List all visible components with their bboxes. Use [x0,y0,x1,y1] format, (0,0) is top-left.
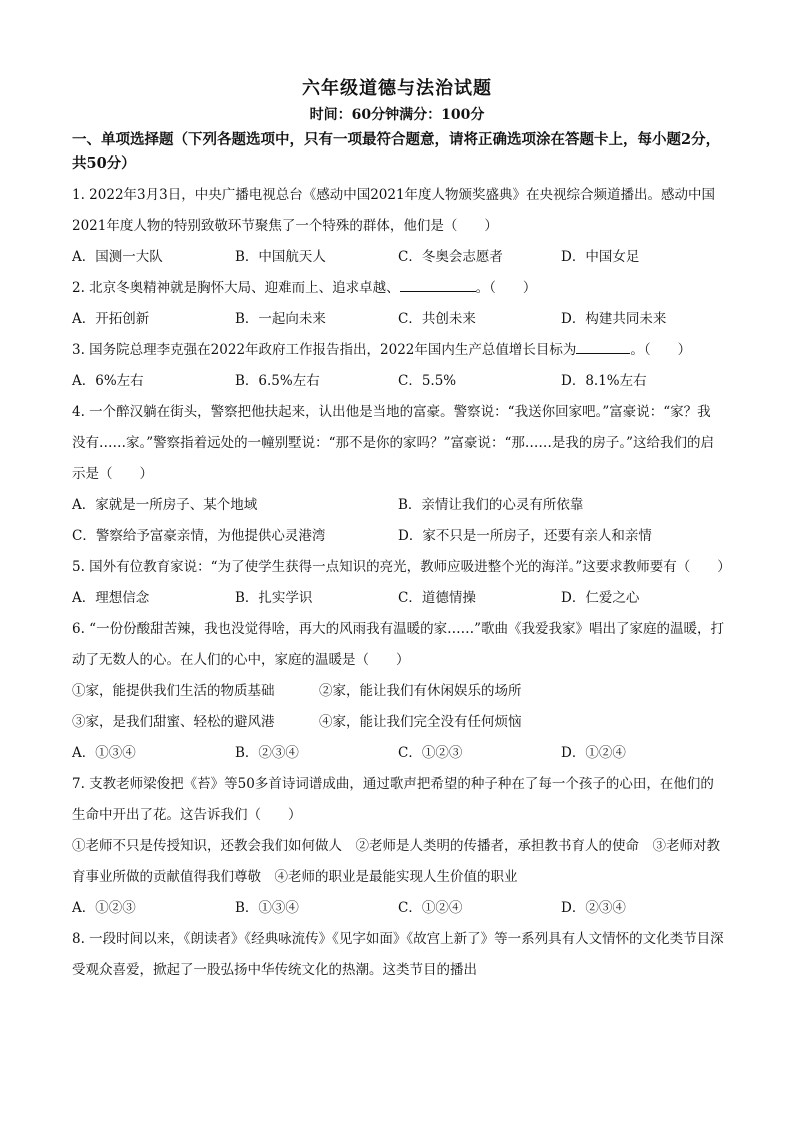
question-1 [72,180,724,273]
option-b: B．亲情让我们的心灵有所依靠 [398,497,584,513]
page-title: 六年级道德与法治试题 [302,78,492,99]
question-list [72,180,731,986]
question-5 [72,552,731,614]
option-b: B．①③④ [235,900,299,916]
question-3 [72,335,724,397]
answer-blank [400,290,476,292]
stem-text: 。（ ） [630,342,692,358]
question-stem [72,335,724,366]
option-row [72,490,724,521]
option-b: B．中国航天人 [235,249,326,265]
question-stem: 4. 一个醉汉躺在街头，警察把他扶起来，认出他是当地的富豪。警察说：“我送你回家吧。”富豪说：“家？我没有……家。”警察指着远处的一幢别墅说：“那不是你的家吗？”富豪说：“那……是我的房子。”这给我们的启示是（ ） [72,404,715,482]
question-8 [72,924,724,986]
question-2 [72,273,724,335]
statement-2: ②家，能让我们有休闲娱乐的场所 [319,683,522,699]
question-6 [72,614,724,769]
question-7 [72,769,724,924]
option-row [72,521,724,552]
stem-text: 2. 北京冬奥精神就是胸怀大局、迎难而上、追求卓越、 [72,280,400,296]
question-stem: 7. 支教老师梁俊把《苔》等50多首诗词谱成曲，通过歌声把希望的种子种在了每一个孩子的心田，在他们的生命中开出了花。这告诉我们（ ） [72,776,714,823]
answer-blank [576,352,630,354]
option-row [72,304,724,335]
option-d: D．仁爱之心 [561,590,640,606]
option-d: D．②③④ [561,900,626,916]
option-a: A．国测一大队 [72,249,163,265]
option-a: A．理想信念 [72,590,150,606]
option-d: D．①②④ [561,745,626,761]
question-stem: 1. 2022年3月3日，中央广播电视总台《感动中国2021年度人物颁奖盛典》在央视综合频道播出。感动中国2021年度人物的特别致敬环节聚焦了一个特殊的群体，他们是（ ） [72,187,716,234]
option-b: B．②③④ [235,745,299,761]
statement-row [72,676,724,707]
option-b: B．一起向未来 [235,311,326,327]
option-a: A．①②③ [72,900,136,916]
option-row [72,893,724,924]
question-stem: 8. 一段时间以来，《朗读者》《经典咏流传》《见字如面》《故宫上新了》等一系列具有人文情怀的文化类节目深受观众喜爱，掀起了一股弘扬中华传统文化的热潮。这类节目的播出 [72,931,724,978]
option-a: A．①③④ [72,745,136,761]
statement-4: ④家，能让我们完全没有任何烦恼 [319,714,522,730]
statement-list: ①老师不只是传授知识，还教会我们如何做人 ②老师是人类明的传播者，承担教书育人的使命 ③老师对教育事业所做的贡献值得我们尊敬 ④老师的职业是最能实现人生价值的职业 [72,838,720,885]
exam-time-score: 时间：60分钟满分：100分 [309,107,485,123]
stem-text: 3. 国务院总理李克强在2022年政府工作报告指出，2022年国内生产总值增长目标为 [72,342,577,358]
option-a: A．家就是一所房子、某个地域 [72,497,258,513]
question-stem: 5. 国外有位教育家说：“为了使学生获得一点知识的亮光，教师应吸进整个光的海洋。”这要求教师要有（ ） [72,559,731,575]
option-c: C．①②③ [398,745,463,761]
option-b: B．6.5%左右 [235,373,320,389]
option-row [72,242,724,273]
statement-1: ①家，能提供我们生活的物质基础 [72,683,275,699]
option-a: A．开拓创新 [72,311,150,327]
question-4 [72,397,724,552]
option-d: D．构建共同未来 [561,311,667,327]
option-d: D．8.1%左右 [561,373,647,389]
question-stem: 6. “一份份酸甜苦辣，我也没觉得啥，再大的风雨我有温暖的家……”歌曲《我爱我家》唱出了家庭的温暖，打动了无数人的心。在人们的心中，家庭的温暖是（ ） [72,621,724,668]
statement-3: ③家，是我们甜蜜、轻松的避风港 [72,714,275,730]
option-c: C．5.5% [398,373,457,389]
section-heading: 一、单项选择题（下列各题选项中，只有一项最符合题意，请将正确选项涂在答题卡上，每小题2分，共50分） [72,131,721,172]
option-b: B．扎实学识 [235,590,313,606]
option-c: C．警察给予富豪亲情，为他提供心灵港湾 [72,528,326,544]
option-d: D．中国女足 [561,249,640,265]
option-d: D．家不只是一所房子，还要有亲人和亲情 [398,528,652,544]
option-row [72,583,724,614]
option-c: C．道德情操 [398,590,476,606]
option-row [72,738,724,769]
option-c: C．冬奥会志愿者 [398,249,503,265]
option-a: A．6%左右 [72,373,144,389]
stem-text: 。（ ） [475,280,537,296]
statement-row [72,707,724,738]
option-c: C．共创未来 [398,311,476,327]
option-row [72,366,724,397]
option-c: C．①②④ [398,900,463,916]
question-stem [72,273,724,304]
